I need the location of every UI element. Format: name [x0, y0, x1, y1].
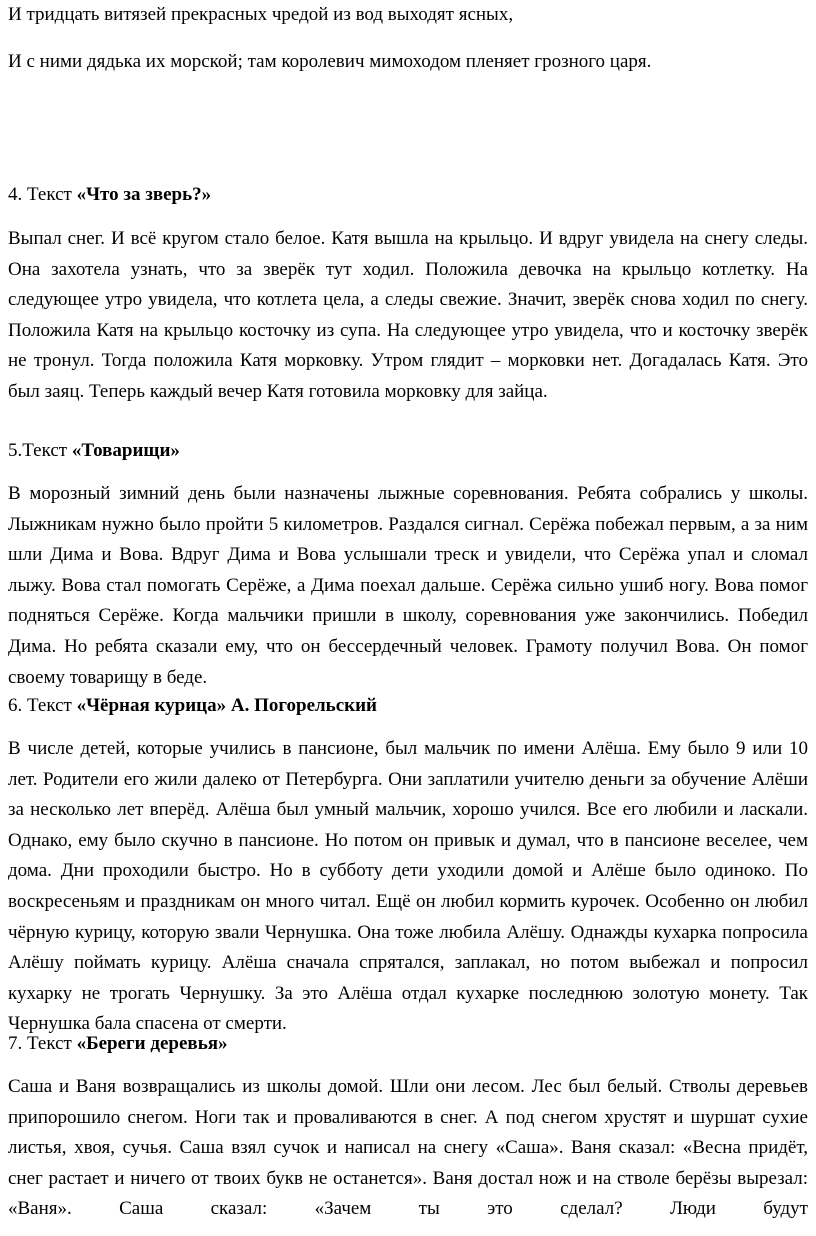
- section-7-title: «Береги деревья»: [76, 1033, 228, 1054]
- poem-line-2: И с ними дядька их морской; там королевич мимоходом пленяет грозного царя.: [8, 51, 652, 72]
- section-4-body: Выпал снег. И всё кругом стало белое. Катя вышла на крыльцо. И вдруг увидела на снегу следы. Она захотела узнать, что за зверёк тут ходил. Положила девочка на крыльцо котлетку. На следующее утро увидела, что котлета цела, а следы свежие. Значит, зверёк снова ходил по снегу. Положила Катя на крыльцо косточку из супа. На следующее утро увидела, что и косточку зверёк не тронул. Тогда положила Катя морковку. Утром глядит – морковки нет. Догадалась Катя. Это был заяц. Теперь каждый вечер Катя готовила морковку для зайца.: [8, 228, 808, 402]
- section-7-body: Саша и Ваня возвращались из школы домой. Шли они лесом. Лес был белый. Стволы деревьев припорошило снегом. Ноги так и проваливаются в снег. А под снегом хрустят и шуршат сухие листья, хвоя, сучья. Саша взял сучок и написал на снегу «Саша». Ваня сказал: «Весна придёт, снег растает и ничего от твоих букв не останется». Ваня достал нож и на стволе берёзы вырезал: «Ваня». Саша сказал: «Зачем ты это сделал? Люди будут: [8, 1076, 808, 1220]
- section-4-prefix: 4. Текст: [8, 184, 77, 205]
- section-4-heading: [8, 182, 211, 208]
- section-5-prefix: 5.Текст: [8, 440, 72, 461]
- section-6-body: В числе детей, которые учились в пансионе, был мальчик по имени Алёша. Ему было 9 или 10 лет. Родители его жили далеко от Петербурга. Они заплатили учителю деньги за обучение Алёши за несколько лет вперёд. Алёша был умный мальчик, хорошо учился. Все его любили и ласкали. Однако, ему было скучно в пансионе. Но потом он привык и думал, что в пансионе веселее, чем дома. Дни проходили быстро. Но в субботу дети уходили домой и Алёше было одиноко. По воскресеньям и праздникам он много читал. Ещё он любил кормить курочек. Особенно он любил чёрную курицу, которую звали Чернушка. Она тоже любила Алёшу. Однажды кухарка попросила Алёшу поймать курицу. Алёша сначала спрятался, заплакал, но потом выбежал и попросил кухарку не трогать Чернушку. За это Алёша отдал кухарке последнюю золотую монету. Так Чернушка бала спасена от смерти.: [8, 738, 808, 1035]
- section-6-heading: [8, 693, 377, 719]
- section-5-heading: [8, 438, 180, 464]
- section-4-title: «Что за зверь?»: [76, 184, 212, 205]
- section-7-heading: [8, 1031, 228, 1057]
- section-5-body: В морозный зимний день были назначены лыжные соревнования. Ребята собрались у школы. Лыжникам нужно было пройти 5 километров. Раздался сигнал. Серёжа побежал первым, а за ним шли Дима и Вова. Вдруг Дима и Вова услышали треск и увидели, что Серёжа упал и сломал лыжу. Вова стал помогать Серёже, а Дима поехал дальше. Серёжа сильно ушиб ногу. Вова помог подняться Серёже. Когда мальчики пришли в школу, соревнования уже закончились. Победил Дима. Но ребята сказали ему, что он бессердечный человек. Грамоту получил Вова. Он помог своему товарищу в беде.: [8, 483, 808, 688]
- poem-line-1: И тридцать витязей прекрасных чредой из вод выходят ясных,: [8, 4, 514, 25]
- section-6-title: «Чёрная курица» А. Погорельский: [76, 695, 378, 716]
- section-6-prefix: 6. Текст: [8, 695, 77, 716]
- section-5-title: «Товарищи»: [71, 440, 180, 461]
- section-7-prefix: 7. Текст: [8, 1033, 77, 1054]
